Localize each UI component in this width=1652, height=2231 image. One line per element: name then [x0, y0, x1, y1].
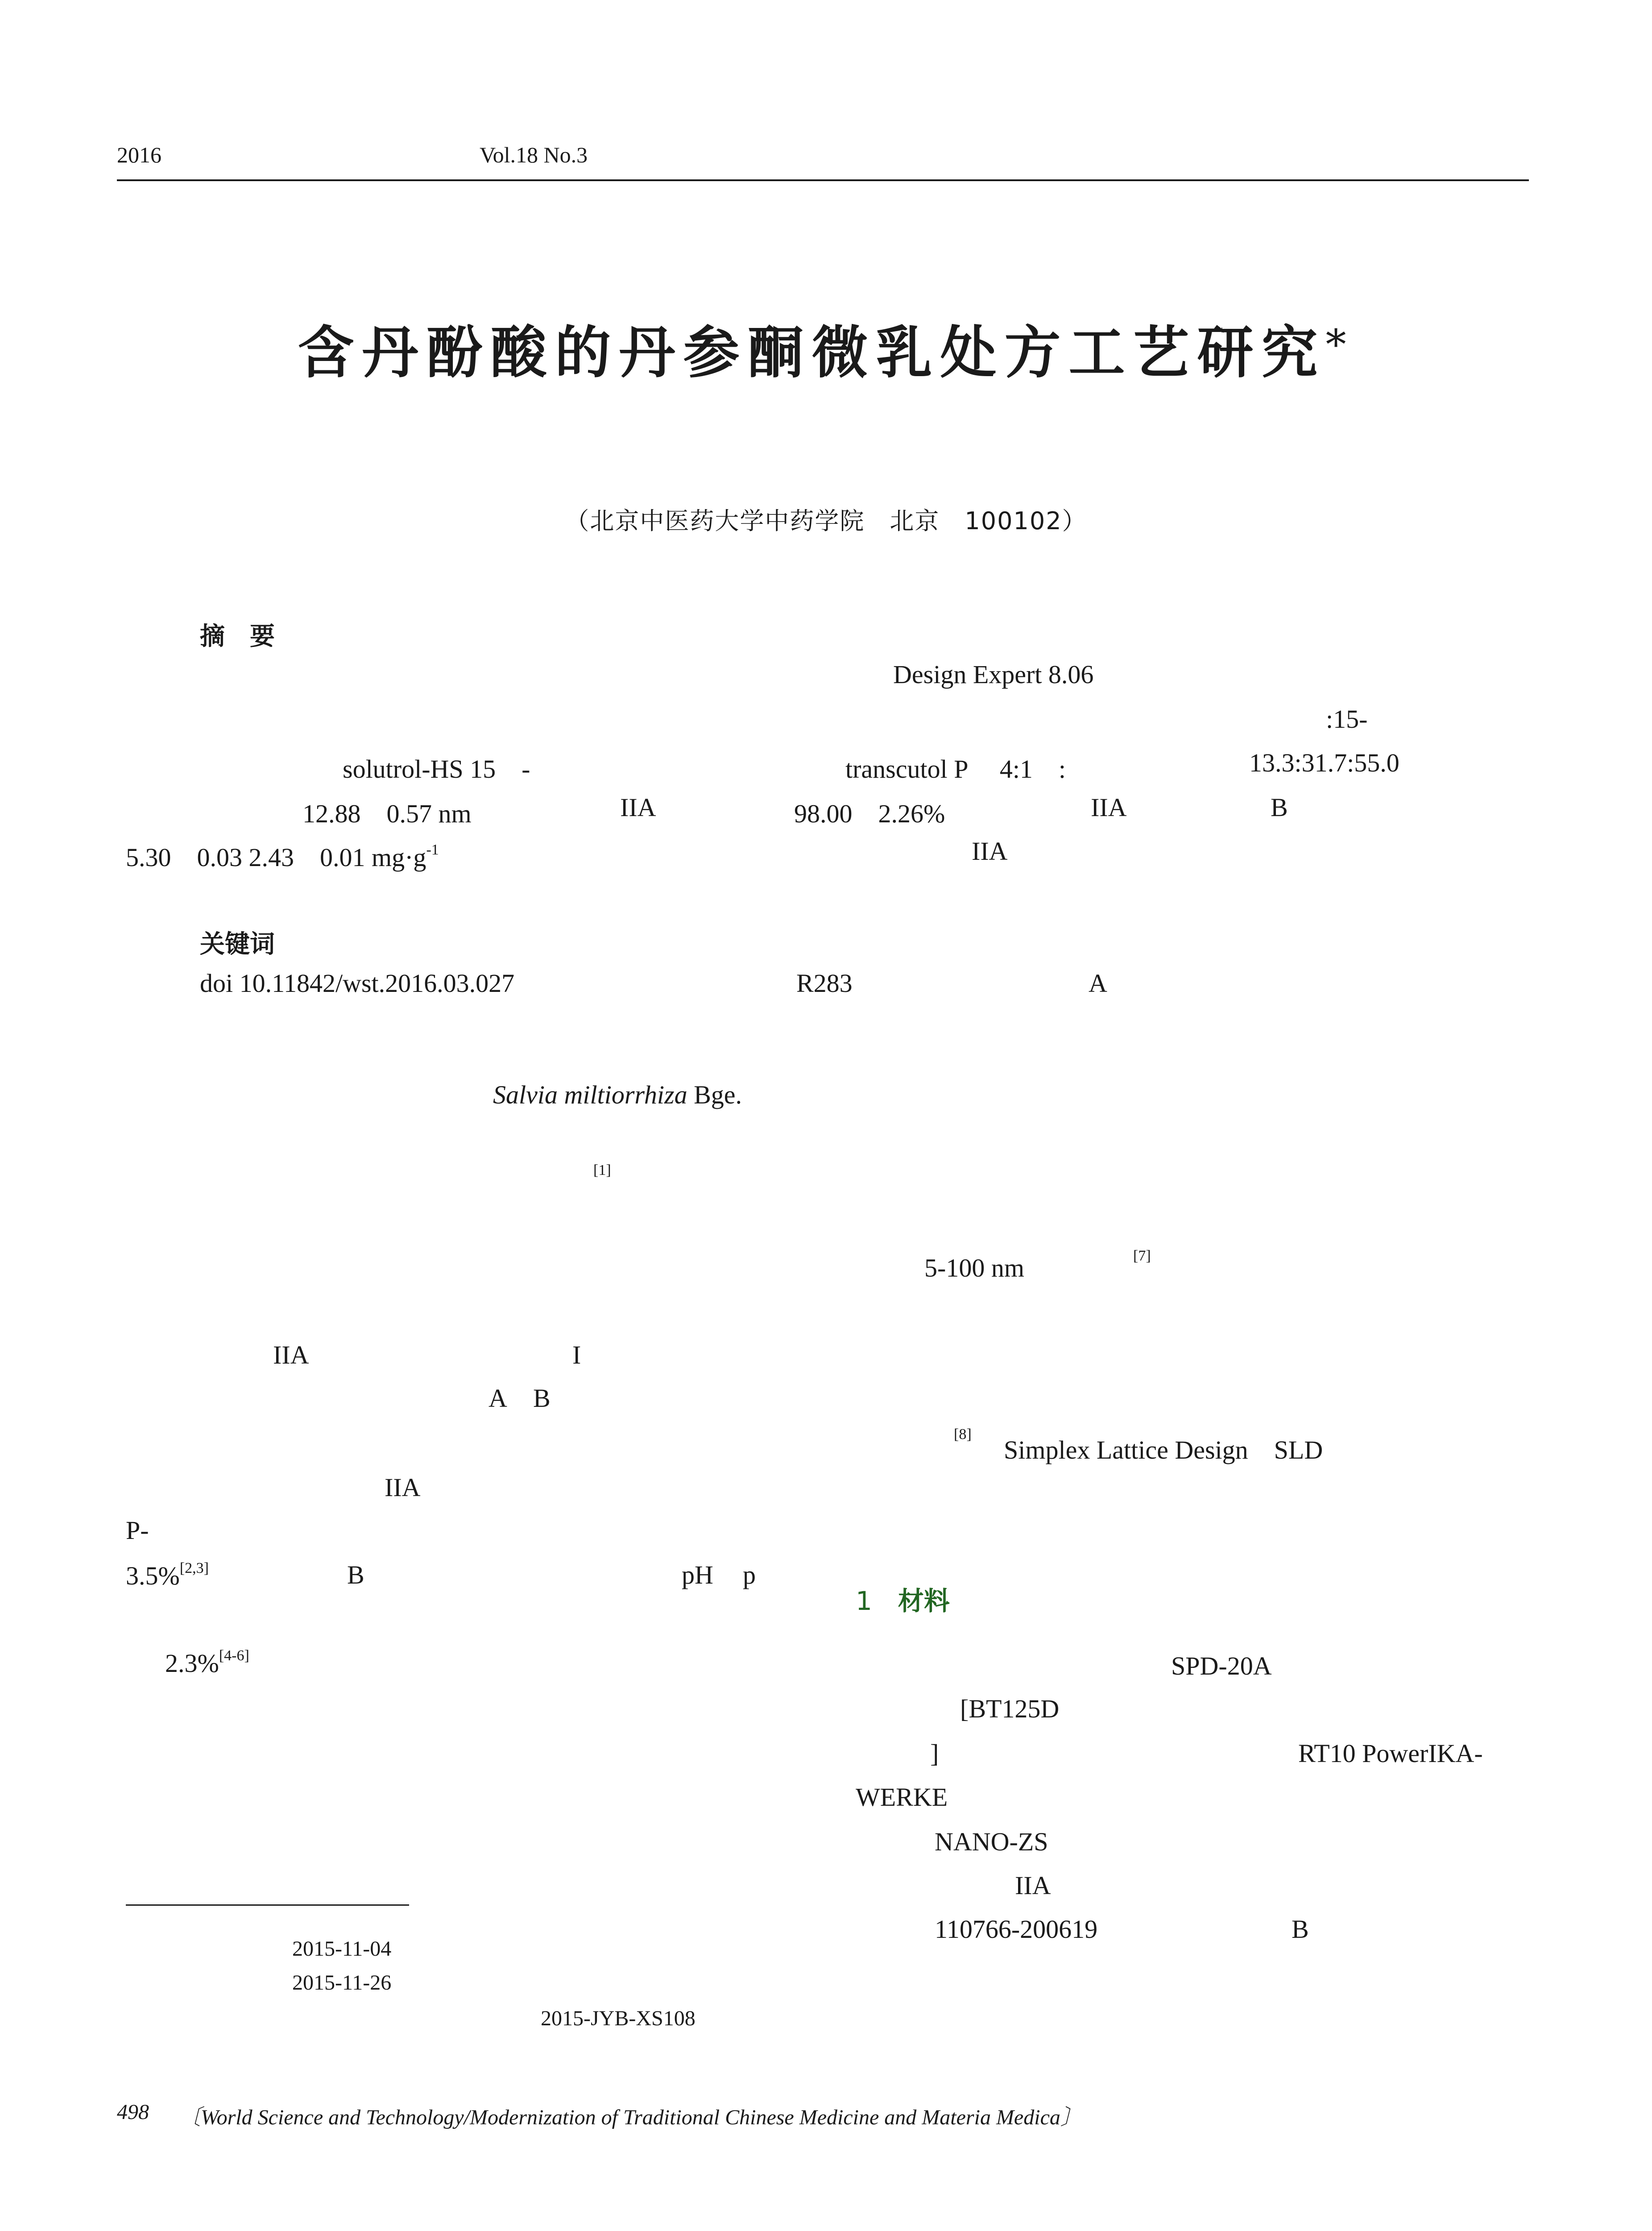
left-pct-value: 3.5%	[126, 1561, 180, 1590]
material-b: B	[1292, 1915, 1309, 1944]
abstract-line5b: IIA	[972, 837, 1008, 866]
left-iia: IIA	[273, 1340, 309, 1369]
abstract-line4a: 12.88 0.57 nm	[302, 799, 472, 828]
material-nano: NANO-ZS	[935, 1827, 1048, 1856]
header-volume: Vol.18 No.3	[480, 142, 588, 167]
document-code: A	[1089, 969, 1107, 998]
received-date: 2015-11-04	[292, 1937, 392, 1961]
species-name	[493, 1080, 742, 1110]
footnote-rule	[126, 1904, 409, 1906]
material-spd: SPD-20A	[1171, 1651, 1272, 1680]
abstract-line3c: 13.3:31.7:55.0	[1249, 748, 1399, 777]
left-p2: p	[743, 1560, 756, 1589]
page-number: 498	[117, 2100, 149, 2124]
section-1-number: 1	[856, 1586, 872, 1616]
species-latin: Salvia miltiorrhiza	[493, 1080, 687, 1109]
citation-1: [1]	[593, 1162, 611, 1178]
abstract-line4c: 98.00 2.26%	[794, 799, 945, 828]
abstract-heading: 摘 要	[200, 622, 275, 651]
abstract-line4d: IIA	[1091, 793, 1127, 822]
abstract-line4e: B	[1271, 793, 1288, 822]
abstract-line3a: solutrol-HS 15 -	[343, 755, 530, 784]
abstract-line3b: transcutol P 4:1 :	[845, 755, 1066, 784]
material-bt: [BT125D	[960, 1694, 1060, 1723]
citation-7: [7]	[1133, 1248, 1151, 1264]
journal-name: 〔World Science and Technology/Modernization of Traditional Chinese Medicine and Materia Medica〕	[179, 2106, 1082, 2129]
material-werke: WERKE	[856, 1783, 948, 1812]
abstract-line1: Design Expert 8.06	[893, 660, 1094, 689]
title-mark: *	[1325, 321, 1354, 369]
citation-2-3: [2,3]	[179, 1560, 209, 1576]
left-ph: pH	[682, 1560, 713, 1589]
header-rule	[117, 179, 1529, 181]
material-bracket: ]	[930, 1739, 939, 1768]
material-lot: 110766-200619	[935, 1915, 1098, 1944]
grant-number: 2015-JYB-XS108	[541, 2007, 696, 2030]
species-author: Bge.	[694, 1080, 742, 1109]
material-rt: RT10 PowerIKA-	[1298, 1739, 1483, 1768]
left-iia2: IIA	[385, 1473, 421, 1502]
affiliation: （北京中医药大学中药学院 北京 100102）	[565, 507, 1087, 535]
simplex-lattice: Simplex Lattice Design SLD	[1004, 1435, 1323, 1464]
abstract-line4b: IIA	[620, 793, 656, 822]
keywords-heading: 关键词	[200, 930, 275, 959]
title-text: 含丹酚酸的丹参酮微乳处方工艺研究	[298, 319, 1326, 386]
left-a: A	[489, 1384, 507, 1413]
left-pct2-value: 2.3%	[165, 1649, 219, 1678]
revised-date: 2015-11-26	[292, 1971, 392, 1995]
header-year: 2016	[117, 142, 161, 167]
abstract-line5a	[126, 836, 439, 874]
particle-size: 5-100 nm	[924, 1253, 1024, 1282]
clc-number: R283	[796, 969, 853, 998]
material-iia: IIA	[1015, 1871, 1051, 1900]
citation-8: [8]	[954, 1426, 972, 1443]
section-1-title: 材料	[898, 1586, 950, 1616]
left-i: I	[572, 1340, 581, 1369]
doi-text: doi 10.11842/wst.2016.03.027	[200, 969, 515, 998]
left-pct2	[165, 1647, 249, 1678]
abstract-line2: :15-	[1326, 705, 1368, 734]
left-b: B	[533, 1384, 551, 1413]
abstract-line5a-text: 5.30 0.03 2.43 0.01 mg·g	[126, 843, 426, 872]
left-pct	[126, 1560, 209, 1591]
section-1-heading	[856, 1580, 950, 1617]
left-p: P-	[126, 1516, 149, 1545]
abstract-line5a-sup: -1	[426, 842, 439, 858]
left-b2: B	[347, 1560, 364, 1589]
citation-4-6: [4-6]	[219, 1647, 249, 1664]
paper-title	[0, 308, 1652, 389]
